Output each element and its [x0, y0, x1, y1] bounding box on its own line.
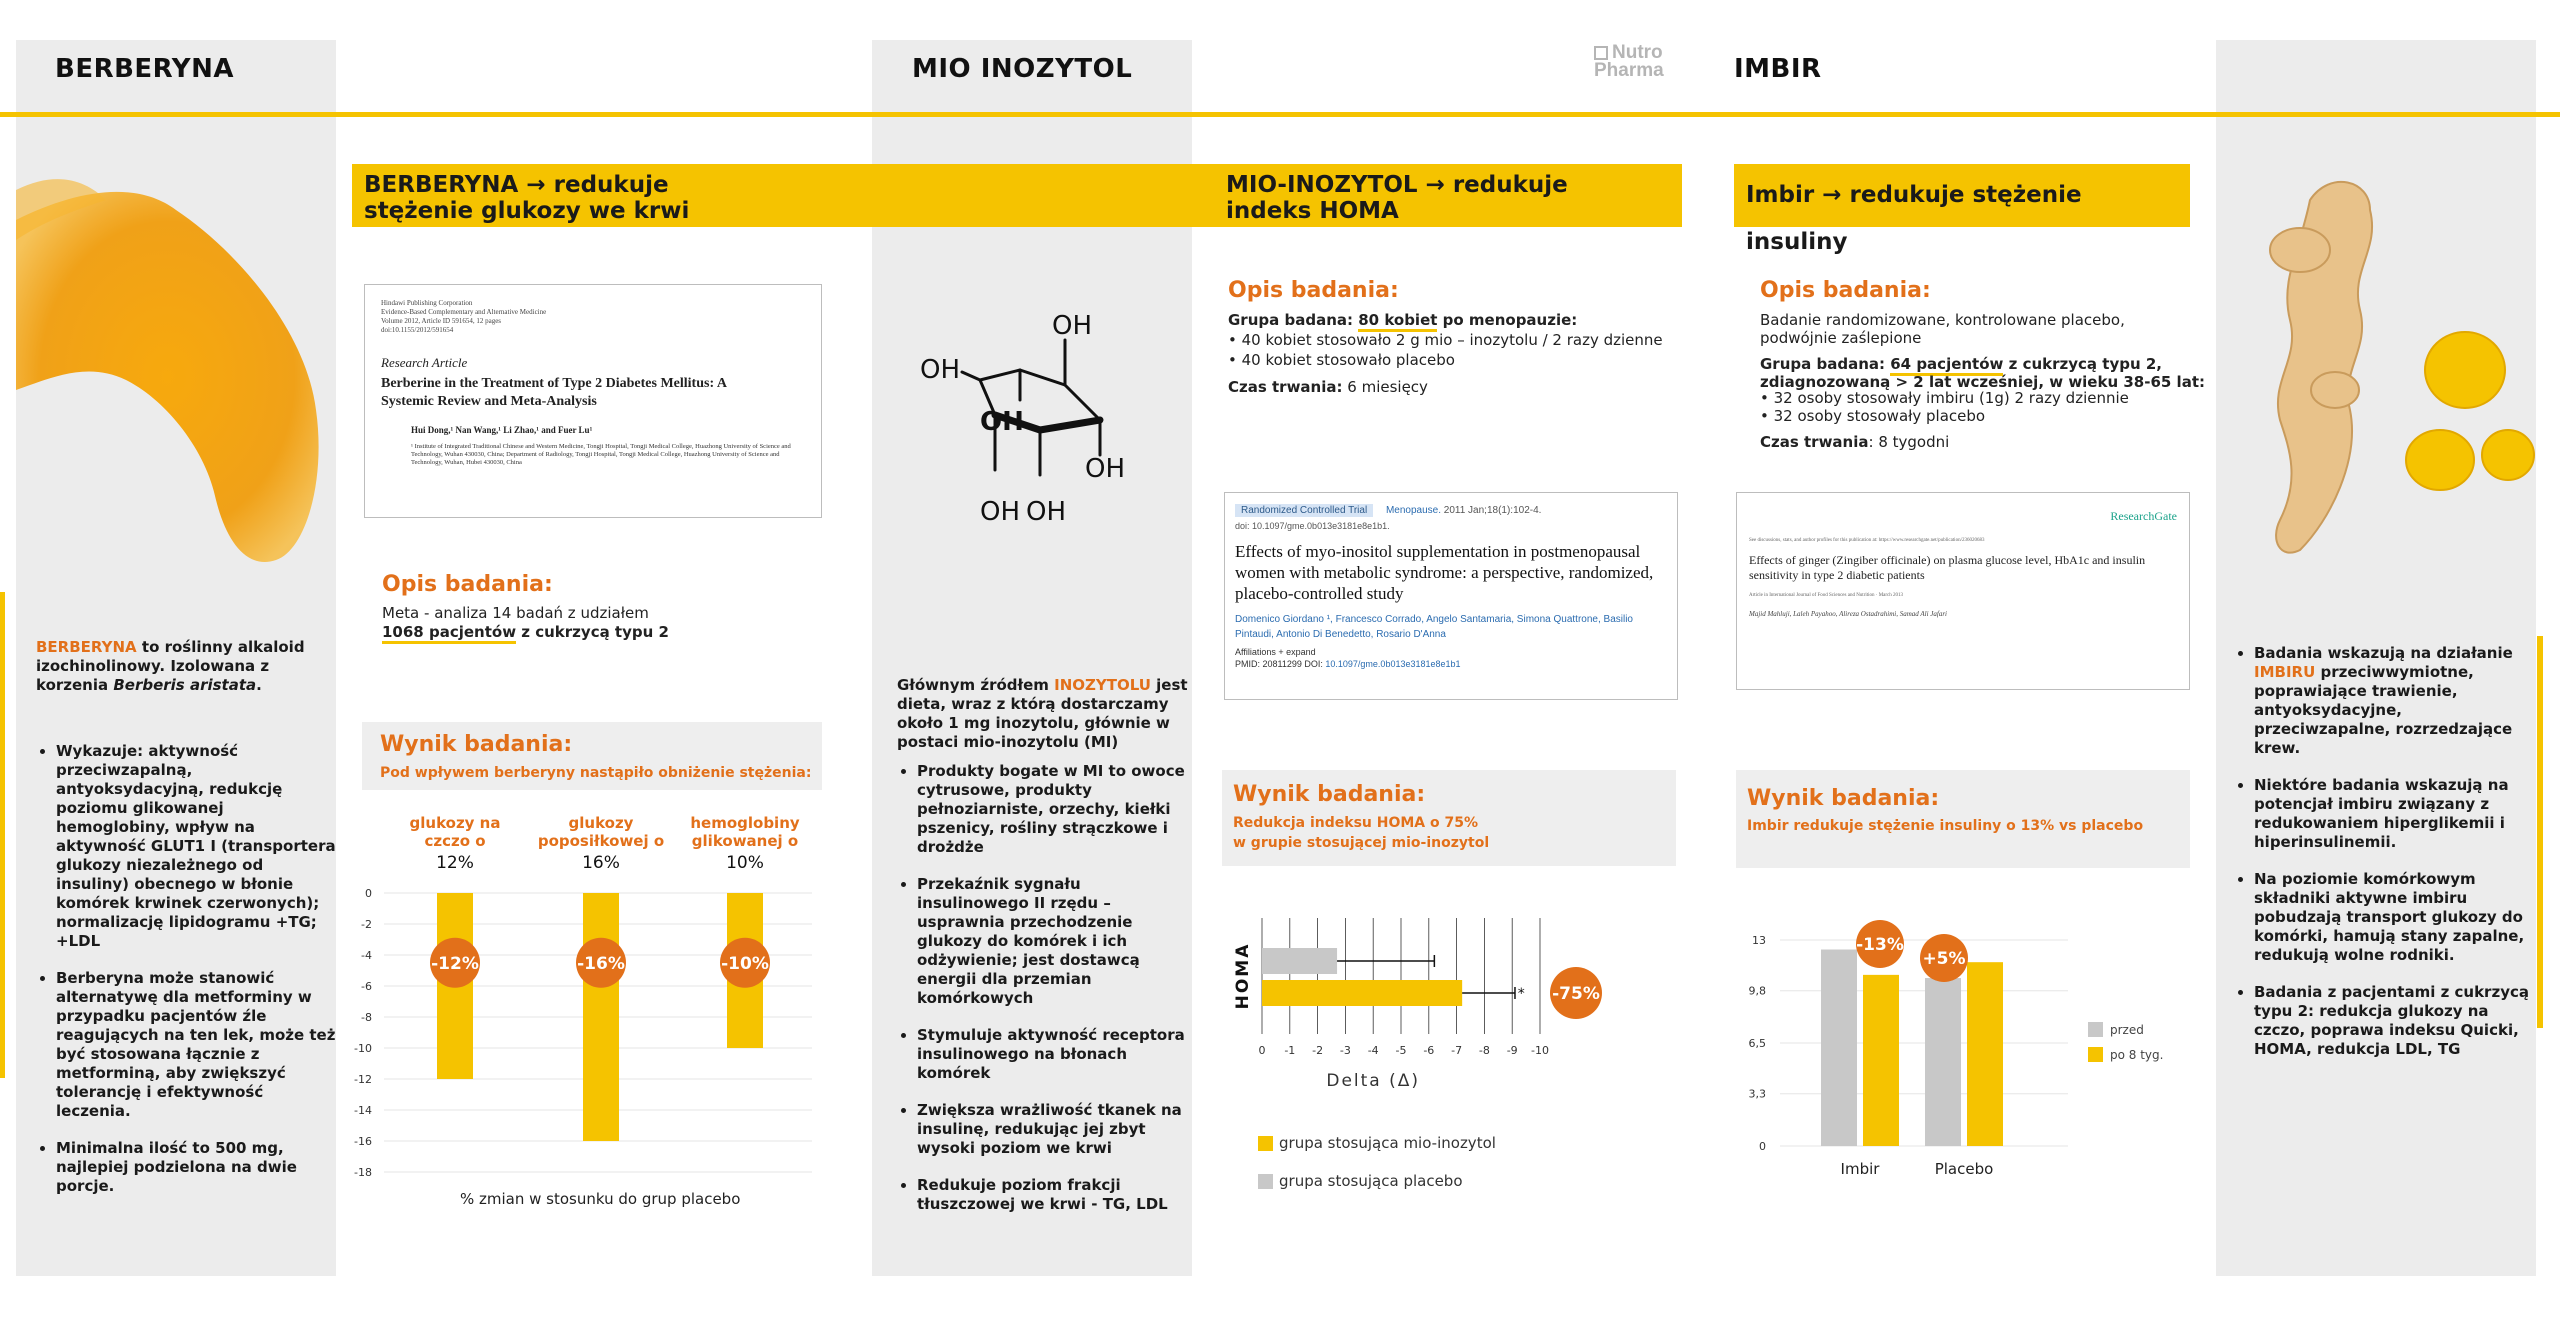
oh-label: OH — [1052, 311, 1093, 341]
berberyna-wynik-title: Wynik badania: — [380, 732, 573, 757]
paper-journal[interactable]: Menopause. — [1385, 505, 1441, 516]
imbir-paper-preview — [1736, 492, 2190, 690]
x-tick-label: -6 — [1423, 1044, 1435, 1057]
imbir-bullets — [2234, 644, 2534, 1077]
imbir-heading — [1734, 164, 2190, 255]
mio-intro — [897, 676, 1197, 752]
berberyna-bar-chart — [352, 810, 832, 1180]
value-badge-label: -12% — [431, 953, 479, 974]
berberyna-opis-title: Opis badania: — [382, 572, 553, 597]
value-badge-label: -10% — [721, 953, 769, 974]
intro-text: to roślinny alkaloid izochinolinowy. Izolowana z korzenia — [36, 638, 305, 694]
y-tick-label: -4 — [361, 949, 372, 962]
paper-authors: Hui Dong,¹ Nan Wang,¹ Li Zhao,¹ and Fuer Lu¹ — [411, 425, 593, 435]
legend-label: grupa stosująca placebo — [1279, 1172, 1463, 1190]
ginger-root-image — [2240, 160, 2540, 580]
mio-czas — [1228, 377, 1428, 397]
mio-paper-preview — [1224, 492, 1678, 700]
paper-affiliation: ¹ Institute of Integrated Traditional Chinese and Western Medicine, Tongji Hospital, Tongji Medical College, Huazhong University of Science and Technology, Wuhan 430030, China; Department of Radiology, Tongji Hospital, Tongji Medical College, Huazhong University of Science and Technology, Wuhan, Hubei 430030, China — [411, 443, 791, 466]
grupa-count: 64 pacjentów — [1890, 355, 2003, 376]
paper-title: Berberine in the Treatment of Type 2 Diabetes Mellitus: A Systemic Review and Meta-Analysis — [381, 376, 727, 409]
x-tick-label: -3 — [1339, 1044, 1351, 1057]
y-axis-label: HOMA — [1233, 942, 1253, 1010]
logo-line2: Pharma — [1594, 60, 1664, 81]
bar — [1262, 948, 1337, 974]
x-tick-label: -7 — [1451, 1044, 1463, 1057]
category-label: glikowanej o — [691, 832, 799, 850]
heading-text: MIO-INOZYTOL → redukuje indeks HOMA — [1226, 172, 1568, 224]
y-tick-label: -18 — [354, 1166, 372, 1179]
header-imbir: IMBIR — [1734, 54, 1822, 84]
list-item: • Redukuje poziom frakcji tłuszczowej we krwi - TG, LDL — [917, 1176, 1197, 1214]
heading-text: Imbir → redukuje stężenie insuliny — [1746, 182, 2082, 255]
paper-doi: doi: 10.1097/gme.0b013e3181e8e1b1. — [1235, 521, 1390, 531]
top-value-label: 16% — [582, 853, 620, 873]
insulin-legend — [2088, 1022, 2163, 1062]
x-tick-label: -9 — [1506, 1044, 1518, 1057]
paper-tag: Randomized Controlled Trial — [1235, 504, 1373, 517]
legend-swatch-placebo — [1258, 1174, 1273, 1189]
berberyna-paper-preview — [364, 284, 822, 518]
x-tick-label: -1 — [1284, 1044, 1296, 1057]
y-tick-label: 6,5 — [1748, 1037, 1766, 1050]
category-label: glukozy — [568, 814, 634, 832]
category-label: czczo o — [424, 832, 486, 850]
insulin-bar-chart — [1736, 918, 2076, 1178]
bar — [1262, 980, 1462, 1006]
imbir-bullet-1: • 32 osoby stosowały imbiru (1g) 2 razy dziennie — [1760, 389, 2129, 407]
logo-line1: Nutro — [1612, 42, 1663, 63]
mio-bullet-1: • 40 kobiet stosowało 2 g mio – inozytolu / 2 razy dzienne — [1228, 331, 1663, 349]
value-badge-label: -16% — [577, 953, 625, 974]
researchgate-logo: ResearchGate — [2110, 509, 2177, 523]
legend-swatch-mio — [1258, 1136, 1273, 1151]
list-item: • Zwiększa wrażliwość tkanek na insulinę, redukując jej zbyt wysoki poziom we krwi — [917, 1101, 1197, 1158]
intro-italic: Berberis aristata — [113, 676, 257, 694]
legend-swatch-przed — [2088, 1022, 2103, 1037]
homa-legend — [1258, 1134, 1496, 1190]
bullet-text: przeciwwymiotne, poprawiające trawienie, antyoksydacyjne, przeciwzapalne, rozrzedzające krew. — [2254, 663, 2513, 757]
category-label: hemoglobiny — [690, 814, 800, 832]
paper-meta: Volume 2012, Article ID 591654, 12 pages — [381, 317, 502, 325]
paper-date: 2011 Jan;18(1):102-4. — [1441, 505, 1542, 516]
y-tick-label: -6 — [361, 980, 372, 993]
paper-small-text: See discussions, stats, and author profiles for this publication at: https://www.researchgate.net/publication/236020683 — [1749, 538, 1985, 543]
paper-authors: Majid Mahluji, Laleh Payahoo, Alireza Ostadrahimi, Samad Ali Jafari — [1749, 610, 1948, 618]
homa-bar-chart — [1220, 900, 1640, 1100]
imbir-grupa-line2: zdiagnozowaną > 2 lat wcześniej, w wieku 38-65 lat: — [1760, 373, 2205, 391]
heading-bar-connector — [872, 164, 1192, 227]
turmeric-powder-image — [16, 150, 336, 570]
bar — [1863, 975, 1899, 1146]
x-category-label: Placebo — [1934, 1160, 1994, 1178]
x-category-label: Imbir — [1840, 1160, 1880, 1178]
berberyna-opis-line2 — [382, 622, 669, 642]
list-item — [2254, 644, 2534, 758]
bullet-text: Badania wskazują na działanie — [2254, 644, 2513, 662]
legend-label: po 8 tyg. — [2110, 1047, 2164, 1062]
category-label: poposiłkowej o — [537, 832, 665, 850]
paper-type: Research Article — [381, 355, 468, 370]
y-tick-label: 9,8 — [1748, 984, 1766, 998]
legend-swatch-po — [2088, 1047, 2103, 1062]
mio-grupa — [1228, 310, 1577, 330]
paper-meta: Hindawi Publishing Corporation — [381, 299, 473, 307]
grupa-label: Grupa badana: — [1228, 311, 1359, 329]
x-tick-label: -2 — [1312, 1044, 1324, 1057]
list-item: • Na poziomie komórkowym składniki aktywne imbiru pobudzają transport glukozy do komórki, hamują stany zapalne, redukują wolne rodniki. — [2254, 870, 2534, 965]
y-tick-label: -8 — [361, 1011, 372, 1024]
y-tick-label: -14 — [354, 1104, 372, 1117]
left-edge-accent — [0, 592, 5, 1078]
berberyna-opis-line1: Meta - analiza 14 badań z udziałem — [382, 604, 649, 622]
imbir-bullet-2: • 32 osoby stosowały placebo — [1760, 407, 1986, 425]
oh-label: OH — [980, 497, 1021, 527]
imbir-opis-line1: Badanie randomizowane, kontrolowane placebo, — [1760, 311, 2125, 329]
y-tick-label: -12 — [354, 1073, 372, 1086]
mio-heading — [1192, 164, 1682, 227]
category-label: glukozy na — [409, 814, 501, 832]
oh-label: OH — [920, 355, 961, 385]
intro-text: Głównym źródłem — [897, 676, 1055, 694]
berberyna-bullets — [36, 742, 336, 1214]
bar — [1821, 950, 1857, 1146]
y-tick-label: 0 — [1759, 1140, 1766, 1153]
paper-meta: doi:10.1155/2012/591654 — [381, 326, 454, 334]
paper-title: Effects of ginger (Zingiber officinale) on plasma glucose level, HbA1c and insulin sensitivity in type 2 diabetic patients — [1749, 553, 2146, 582]
imbir-czas — [1760, 432, 1949, 452]
czas-label: Czas trwania — [1760, 433, 1869, 451]
paper-doi-link[interactable]: 10.1097/gme.0b013e3181e8e1b1 — [1325, 659, 1461, 669]
mio-bullet-2: • 40 kobiet stosowało placebo — [1228, 351, 1455, 369]
grupa-count: 80 kobiet — [1358, 311, 1437, 332]
patients-desc: z cukrzycą typu 2 — [516, 623, 669, 641]
mio-wynik-title: Wynik badania: — [1233, 782, 1426, 807]
header-mio-inozytol: MIO INOZYTOL — [912, 54, 1133, 84]
inositol-structure-diagram — [920, 300, 1150, 540]
bar — [1967, 962, 2003, 1146]
y-tick-label: 13 — [1752, 934, 1766, 947]
bullet-highlight: IMBIRU — [2254, 663, 2316, 681]
paper-authors[interactable]: Domenico Giordano ¹, Francesco Corrado, Angelo Santamaria, Simona Quattrone, Basilio Pintaudi, Antonio Di Benedetto, Rosario D'Anna — [1235, 614, 1633, 640]
right-edge-accent — [2537, 636, 2543, 1028]
header-berberyna: BERBERYNA — [55, 54, 234, 84]
list-item: • Wykazuje: aktywność przeciwzapalną, antyoksydacyjną, redukcję poziomu glikowanej hemoglobiny, wpływ na aktywność GLUT1 I (transportera glukozy niezależnego od insuliny) obecnego w błonie komórek krwinek czerwonych); normalizację lipidogramu +TG; +LDL — [56, 742, 336, 951]
value-badge-label: -75% — [1552, 984, 1600, 1004]
nutropharma-logo — [1594, 44, 1684, 84]
list-item: • Minimalna ilość to 500 mg, najlepiej podzielona na dwie porcje. — [56, 1139, 336, 1196]
oh-label: OH — [1026, 497, 1067, 527]
list-item: • Stymuluje aktywność receptora insulinowego na błonach komórek — [917, 1026, 1197, 1083]
heading-text: BERBERYNA → redukuje stężenie glukozy we krwi — [364, 172, 690, 224]
legend-label: przed — [2110, 1022, 2144, 1037]
berberyna-chart-xlabel: % zmian w stosunku do grup placebo — [460, 1190, 741, 1208]
oh-label: OH — [1085, 454, 1126, 484]
imbir-opis-line2: podwójnie zaślepione — [1760, 329, 1922, 347]
mio-wynik-sub2: w grupie stosującej mio-inozytol — [1233, 835, 1490, 851]
mio-wynik-sub1: Redukcja indeksu HOMA o 75% — [1233, 815, 1479, 831]
top-value-label: 12% — [436, 853, 474, 873]
top-rule — [0, 112, 2560, 117]
legend-label: grupa stosująca mio-inozytol — [1279, 1134, 1496, 1152]
intro-text: jest dieta, wraz z którą dostarczamy około 1 mg inozytolu, głównie w postaci mio-inozytolu (MI) — [897, 676, 1188, 751]
top-value-label: 10% — [726, 853, 764, 873]
significance-star: * — [1517, 986, 1525, 1002]
imbir-wynik-sub: Imbir redukuje stężenie insuliny o 13% vs placebo — [1747, 818, 2144, 834]
paper-title: Effects of myo-inositol supplementation in postmenopausal women with metabolic syndrome: a perspective, randomized, placebo-controlled study — [1235, 542, 1654, 603]
paper-affiliations[interactable]: Affiliations + expand — [1235, 647, 1316, 657]
x-tick-label: -5 — [1395, 1044, 1407, 1057]
x-tick-label: -8 — [1478, 1044, 1490, 1057]
grupa-desc: z cukrzycą typu 2, — [2003, 355, 2162, 373]
y-tick-label: -10 — [354, 1042, 372, 1055]
czas-value: 6 miesięcy — [1342, 378, 1428, 396]
imbir-wynik-title: Wynik badania: — [1747, 786, 1940, 811]
oh-label: OH — [980, 407, 1024, 437]
y-tick-label: -16 — [354, 1135, 372, 1148]
list-item: • Badania z pacjentami z cukrzycą typu 2: redukcja glukozy na czczo, poprawa indeksu Quicki, HOMA, redukcja LDL, TG — [2254, 983, 2534, 1059]
x-tick-label: 0 — [1258, 1044, 1266, 1057]
berberyna-wynik-sub: Pod wpływem berberyny nastąpiło obniżenie stężenia: — [380, 765, 812, 781]
berberyna-heading — [352, 164, 872, 227]
paper-meta: Evidence-Based Complementary and Alternative Medicine — [381, 308, 547, 316]
czas-label: Czas trwania: — [1228, 378, 1343, 396]
list-item: • Produkty bogate w MI to owoce cytrusowe, produkty pełnoziarniste, orzechy, kiełki pszenicy, rośliny strączkowe i drożdże — [917, 762, 1197, 857]
intro-highlight: BERBERYNA — [36, 638, 137, 656]
grupa-label: Grupa badana: — [1760, 355, 1891, 373]
x-tick-label: -4 — [1367, 1044, 1379, 1057]
czas-value: : 8 tygodni — [1868, 433, 1950, 451]
patients-count: 1068 pacjentów — [382, 623, 516, 644]
mio-bullets — [897, 762, 1197, 1232]
x-tick-label: -10 — [1531, 1044, 1549, 1057]
mio-opis-title: Opis badania: — [1228, 278, 1399, 303]
intro-end: . — [256, 676, 262, 694]
imbir-opis-title: Opis badania: — [1760, 278, 1931, 303]
intro-highlight: INOZYTOLU — [1054, 676, 1151, 694]
list-item: • Przekaźnik sygnału insulinowego II rzędu – usprawnia przechodzenie glukozy do komórek i ich odżywienie; jest dostawcą energii dla przemian komórkowych — [917, 875, 1197, 1008]
logo-cross-icon — [1594, 46, 1608, 60]
imbir-grupa — [1760, 354, 2162, 374]
bar — [583, 893, 619, 1141]
bar — [1925, 978, 1961, 1146]
list-item: • Niektóre badania wskazują na potencjał imbiru związany z redukowaniem hiperglikemii i hiperinsulinemii. — [2254, 776, 2534, 852]
y-tick-label: 3,3 — [1748, 1087, 1766, 1101]
berberyna-intro — [36, 638, 326, 695]
grupa-desc: po menopauzie: — [1437, 311, 1578, 329]
value-badge-label: +5% — [1922, 949, 1966, 969]
list-item: • Berberyna może stanowić alternatywę dla metforminy w przypadku pacjentów źle reagujących na ten lek, może też być stosowana łącznie z metforminą, aby zwiększyć tolerancję i efektywność leczenia. — [56, 969, 336, 1121]
value-badge-label: -13% — [1856, 935, 1904, 955]
paper-pmid: PMID: 20811299 DOI: — [1235, 659, 1326, 669]
paper-small-text: Article in International Journal of Food Sciences and Nutrition · March 2013 — [1749, 593, 1903, 598]
y-tick-label: -2 — [361, 918, 372, 931]
y-tick-label: 0 — [365, 887, 372, 900]
x-axis-label: Delta (Δ) — [1326, 1071, 1421, 1091]
